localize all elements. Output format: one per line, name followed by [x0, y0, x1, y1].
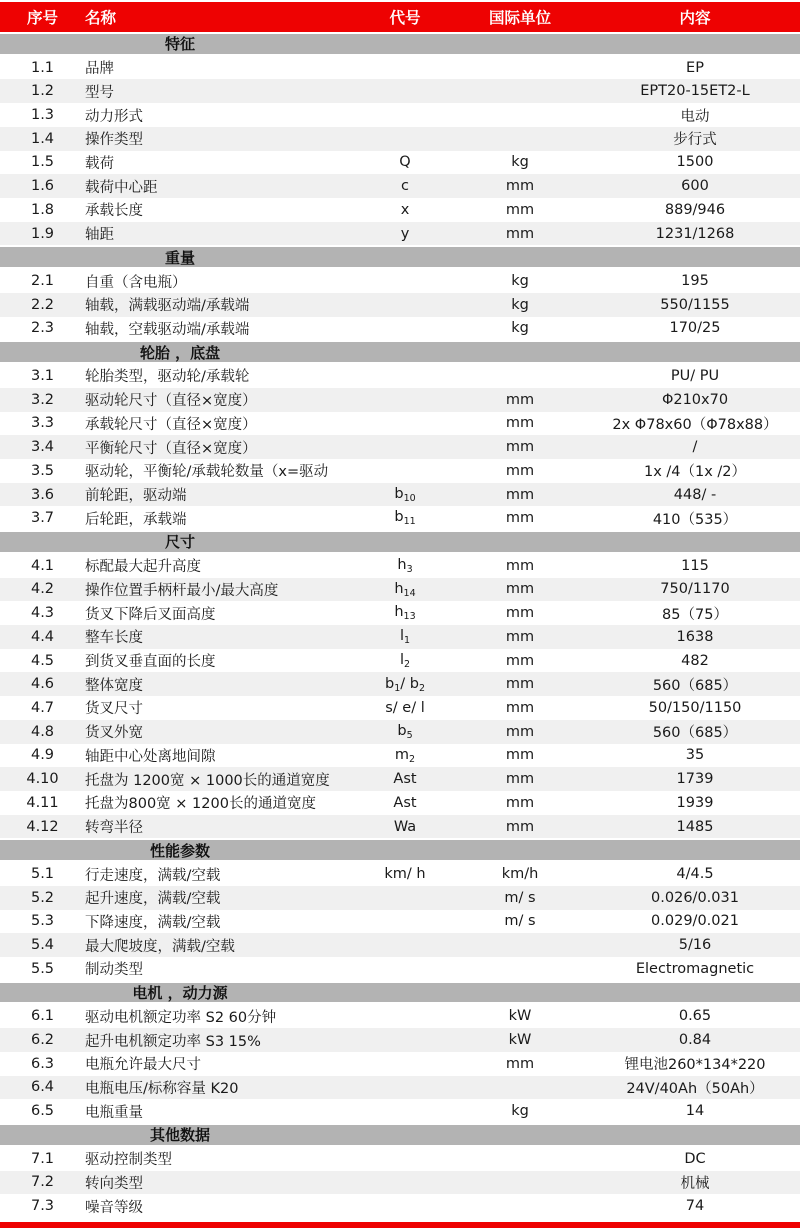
cell-name: 驱动电机额定功率 S2 60分钟 [85, 1009, 277, 1026]
cell-serial-number: 4.5 [30, 652, 55, 669]
cell-serial-number: 1.8 [30, 201, 55, 218]
cell-code: $b_5$ [397, 722, 413, 741]
cell-code: c [401, 178, 409, 195]
header-col-name: 名称 [85, 9, 117, 27]
cell-value: 0.84 [678, 1032, 712, 1049]
cell-unit: m/ s [504, 913, 536, 930]
cell-value: 电动 [680, 108, 710, 125]
cell-serial-number: 7.2 [30, 1174, 55, 1191]
cell-unit: mm [505, 676, 535, 693]
cell-name: 到货叉垂直面的长度 [85, 654, 216, 671]
cell-serial-number: 4.7 [30, 699, 55, 716]
cell-serial-number: 3.7 [30, 510, 55, 527]
cell-serial-number: 4.2 [30, 581, 55, 598]
cell-serial-number: 1.5 [30, 154, 55, 171]
cell-value: 1500 [676, 154, 714, 171]
table-row [0, 317, 800, 341]
cell-value: 0.65 [678, 1008, 712, 1025]
cell-unit: mm [505, 178, 535, 195]
cell-value: Electromagnetic [635, 960, 755, 977]
cell-code: $l_1$ [399, 628, 411, 646]
cell-name: 最大爬坡度，满载/空载 [85, 938, 235, 955]
cell-serial-number: 4.10 [26, 771, 59, 788]
cell-unit: mm [505, 652, 535, 669]
cell-code: Ast [393, 771, 417, 788]
cell-unit: kg [511, 296, 529, 313]
cell-code: Ast [393, 794, 417, 811]
cell-name: 货叉尺寸 [85, 701, 143, 718]
cell-name: 下降速度，满载/空载 [85, 914, 221, 931]
table-row [0, 174, 800, 198]
table-row [0, 957, 800, 981]
cell-serial-number: 7.3 [30, 1198, 55, 1215]
section-row [0, 838, 800, 862]
table-row [0, 388, 800, 412]
section-row [0, 981, 800, 1005]
cell-name: 轴载，空载驱动端/承载端 [85, 321, 250, 338]
cell-code: Q [399, 154, 411, 171]
cell-name: 轮胎类型，驱动轮/承载轮 [85, 369, 250, 386]
table-row [0, 56, 800, 80]
table-row [0, 198, 800, 222]
cell-code: s/ e/ l [385, 699, 425, 716]
cell-serial-number: 3.4 [30, 439, 55, 456]
cell-serial-number: 1.1 [30, 59, 55, 76]
cell-value: DC [684, 1150, 706, 1167]
cell-name: 整体宽度 [85, 677, 143, 694]
cell-unit: mm [505, 1055, 535, 1072]
header-col-unit: 国际单位 [488, 9, 551, 27]
table-row [0, 1171, 800, 1195]
cell-serial-number: 1.2 [30, 83, 55, 100]
cell-serial-number: 3.3 [30, 415, 55, 432]
cell-name: 驱动轮，平衡轮/承载轮数量（x=驱动 [85, 464, 329, 481]
header-col-code: 代号 [389, 9, 421, 27]
cell-value: 410（535） [652, 511, 738, 528]
table-row [0, 625, 800, 649]
table-row [0, 127, 800, 151]
cell-name: 载荷中心距 [85, 179, 158, 196]
section-row [0, 530, 800, 554]
table-row [0, 933, 800, 957]
table-row [0, 79, 800, 103]
cell-name: 电瓶重量 [85, 1104, 143, 1121]
cell-serial-number: 3.2 [30, 391, 55, 408]
cell-name: 制动类型 [85, 962, 143, 979]
section-title: 电机 ，动力源 [132, 984, 228, 1003]
section-title: 特征 [164, 35, 195, 54]
table-row [0, 1076, 800, 1100]
table-row [0, 483, 800, 507]
cell-value: 560（685） [652, 725, 738, 742]
cell-value: 1485 [676, 818, 714, 835]
cell-value: PU/ PU [670, 367, 720, 384]
section-title: 性能参数 [149, 841, 210, 860]
cell-value: 550/1155 [660, 296, 730, 313]
cell-code: Wa [393, 818, 417, 835]
cell-unit: kg [511, 273, 529, 290]
cell-name: 驱动轮尺寸（直径×宽度） [85, 393, 257, 410]
cell-unit: kW [508, 1032, 532, 1049]
table-row [0, 554, 800, 578]
cell-value: 步行式 [673, 132, 717, 149]
cell-serial-number: 4.1 [30, 557, 55, 574]
cell-serial-number: 2.3 [30, 320, 55, 337]
cell-unit: mm [505, 557, 535, 574]
table-row [0, 435, 800, 459]
cell-value: 74 [685, 1198, 705, 1215]
cell-code: $h_{14}$ [394, 580, 416, 599]
cell-value: 机械 [680, 1175, 710, 1192]
cell-name: 后轮距，承载端 [85, 511, 187, 528]
cell-serial-number: 1.6 [30, 178, 55, 195]
cell-unit: kg [511, 320, 529, 337]
section-title: 尺寸 [164, 533, 195, 552]
cell-serial-number: 5.5 [30, 960, 55, 977]
table-row [0, 1099, 800, 1123]
cell-value: 35 [685, 747, 705, 764]
cell-code: x [400, 201, 410, 218]
cell-value: 5/16 [678, 937, 712, 954]
bottom-accent-bar [0, 1222, 800, 1228]
cell-name: 电瓶电压/标称容量 K20 [85, 1080, 239, 1097]
table-row [0, 1147, 800, 1171]
cell-name: 轴距 [85, 227, 114, 244]
section-row [0, 32, 800, 56]
cell-name: 托盘为 1200宽 × 1000长的通道宽度 [85, 772, 330, 789]
cell-unit: mm [505, 462, 535, 479]
cell-serial-number: 6.3 [30, 1055, 55, 1072]
cell-name: 行走速度，满载/空载 [85, 867, 221, 884]
section-row [0, 245, 800, 269]
table-row [0, 364, 800, 388]
cell-value: 115 [681, 557, 709, 574]
table-row [0, 886, 800, 910]
table-row [0, 506, 800, 530]
table-row [0, 791, 800, 815]
cell-name: 操作位置手柄杆最小/最大高度 [85, 582, 279, 599]
cell-unit: mm [505, 201, 535, 218]
table-row [0, 744, 800, 768]
cell-name: 操作类型 [85, 132, 143, 149]
cell-code: $b_{10}$ [394, 485, 416, 504]
cell-unit: km/h [501, 866, 539, 883]
table-row [0, 222, 800, 246]
table-row [0, 1004, 800, 1028]
header-col-value: 内容 [679, 9, 711, 27]
cell-value: 195 [681, 273, 709, 290]
cell-value: / [692, 439, 698, 456]
cell-name: 货叉外宽 [85, 725, 143, 742]
cell-name: 转弯半径 [85, 820, 143, 837]
cell-unit: mm [505, 439, 535, 456]
cell-serial-number: 6.1 [30, 1008, 55, 1025]
cell-value: 1231/1268 [655, 225, 735, 242]
cell-name: 驱动控制类型 [85, 1152, 172, 1169]
table-row [0, 815, 800, 839]
cell-value: 1939 [676, 794, 714, 811]
cell-code: $h_{13}$ [394, 604, 416, 622]
cell-unit: mm [505, 699, 535, 716]
cell-serial-number: 2.2 [30, 296, 55, 313]
cell-unit: mm [505, 581, 535, 598]
section-row [0, 1123, 800, 1147]
cell-serial-number: 1.9 [30, 225, 55, 242]
cell-name: 标配最大起升高度 [85, 559, 201, 576]
table-row [0, 151, 800, 175]
cell-name: 动力形式 [85, 108, 143, 125]
table-body [0, 32, 800, 1218]
table-row [0, 1194, 800, 1218]
cell-value: 560（685） [652, 677, 738, 694]
cell-serial-number: 5.4 [30, 937, 55, 954]
cell-unit: mm [505, 818, 535, 835]
cell-unit: mm [505, 794, 535, 811]
section-title: 重量 [164, 248, 195, 267]
cell-value: 482 [681, 652, 709, 669]
section-title: 其他数据 [149, 1126, 210, 1145]
table-row [0, 910, 800, 934]
cell-serial-number: 6.4 [30, 1079, 55, 1096]
cell-serial-number: 3.6 [30, 486, 55, 503]
cell-code: $h_3$ [397, 556, 413, 575]
cell-serial-number: 4.4 [30, 628, 55, 645]
table-header-row [0, 2, 800, 32]
cell-serial-number: 5.1 [30, 866, 55, 883]
cell-unit: kW [508, 1008, 532, 1025]
cell-name: 自重（含电瓶） [85, 274, 187, 291]
cell-serial-number: 5.3 [30, 913, 55, 930]
table-row [0, 720, 800, 744]
table-row [0, 459, 800, 483]
cell-value: Φ210x70 [661, 391, 729, 408]
cell-unit: mm [505, 415, 535, 432]
cell-name: 承载长度 [85, 203, 143, 220]
cell-value: 448/ - [673, 486, 717, 503]
cell-name: 起升电机额定功率 S3 15% [85, 1033, 261, 1050]
cell-serial-number: 6.2 [30, 1032, 55, 1049]
cell-name: 托盘为800宽 × 1200长的通道宽度 [85, 796, 316, 813]
cell-value: EP [686, 59, 704, 76]
header-col-serial: 序号 [26, 9, 58, 27]
table-row [0, 269, 800, 293]
cell-value: 170/25 [669, 320, 721, 337]
cell-serial-number: 4.9 [30, 747, 55, 764]
cell-name: 起升速度，满载/空载 [85, 891, 221, 908]
table-row [0, 578, 800, 602]
cell-code: $b_1/$ $b_2$ [384, 675, 425, 694]
table-row [0, 412, 800, 436]
cell-value: 1638 [676, 628, 714, 645]
cell-value: 0.029/0.021 [651, 913, 739, 930]
cell-code: $l_2$ [399, 651, 411, 670]
cell-name: 平衡轮尺寸（直径×宽度） [85, 440, 257, 457]
cell-serial-number: 6.5 [30, 1103, 55, 1120]
cell-value: 889/946 [664, 201, 726, 218]
cell-value: 2x Φ78x60（Φ78x88） [612, 416, 778, 433]
table-row [0, 767, 800, 791]
cell-name: 电瓶允许最大尺寸 [85, 1057, 201, 1074]
cell-serial-number: 2.1 [30, 273, 55, 290]
cell-unit: mm [505, 225, 535, 242]
cell-serial-number: 4.12 [26, 818, 59, 835]
cell-code: y [400, 225, 410, 242]
cell-unit: m/ s [504, 889, 536, 906]
table-row [0, 696, 800, 720]
cell-value: 1x /4（1x /2） [643, 464, 747, 481]
table-row [0, 293, 800, 317]
cell-unit: mm [505, 510, 535, 527]
cell-unit: mm [505, 391, 535, 408]
cell-unit: mm [505, 771, 535, 788]
cell-unit: kg [511, 1103, 529, 1120]
cell-name: 整车长度 [85, 630, 143, 647]
cell-unit: mm [505, 628, 535, 645]
cell-serial-number: 3.1 [30, 367, 55, 384]
cell-name: 前轮距，驱动端 [85, 488, 187, 505]
cell-value: 600 [681, 178, 709, 195]
table-row [0, 862, 800, 886]
cell-name: 噪音等级 [85, 1199, 143, 1216]
cell-unit: mm [505, 723, 535, 740]
cell-value: 1739 [676, 771, 714, 788]
section-row [0, 340, 800, 364]
section-title: 轮胎 ，底盘 [139, 343, 221, 362]
cell-serial-number: 1.4 [30, 130, 55, 147]
cell-name: 货叉下降后叉面高度 [85, 606, 216, 623]
cell-name: 轴距中心处离地间隙 [85, 748, 216, 765]
cell-name: 承载轮尺寸（直径×宽度） [85, 416, 257, 433]
cell-name: 品牌 [85, 61, 114, 78]
cell-serial-number: 4.11 [26, 794, 59, 811]
table-row [0, 103, 800, 127]
cell-value: 14 [685, 1103, 705, 1120]
cell-unit: mm [505, 605, 535, 622]
cell-code: $m_2$ [394, 746, 416, 765]
cell-unit: kg [511, 154, 529, 171]
cell-serial-number: 4.8 [30, 723, 55, 740]
cell-value: 锂电池260*134*220 [624, 1057, 766, 1074]
table-row [0, 1028, 800, 1052]
table-row [0, 1052, 800, 1076]
cell-value: 24V/40Ah（50Ah） [626, 1080, 764, 1097]
cell-unit: mm [505, 747, 535, 764]
cell-serial-number: 4.6 [30, 676, 55, 693]
cell-serial-number: 4.3 [30, 605, 55, 622]
cell-value: EPT20-15ET2-L [640, 83, 750, 100]
cell-value: 0.026/0.031 [651, 889, 739, 906]
cell-serial-number: 3.5 [30, 462, 55, 479]
cell-serial-number: 1.3 [30, 107, 55, 124]
cell-unit: mm [505, 486, 535, 503]
cell-name: 转向类型 [85, 1175, 143, 1192]
cell-name: 载荷 [85, 155, 114, 172]
cell-value: 85（75） [662, 606, 728, 623]
cell-value: 50/150/1150 [648, 699, 742, 716]
table-row [0, 601, 800, 625]
cell-code: $b_{11}$ [394, 509, 416, 527]
cell-value: 4/4.5 [676, 866, 714, 883]
cell-name: 型号 [85, 84, 114, 101]
table-row [0, 649, 800, 673]
table-row [0, 672, 800, 696]
cell-serial-number: 5.2 [30, 889, 55, 906]
cell-serial-number: 7.1 [30, 1150, 55, 1167]
cell-value: 750/1170 [660, 581, 730, 598]
cell-code: km/ h [384, 866, 426, 883]
cell-name: 轴载，满载驱动端/承载端 [85, 298, 250, 315]
